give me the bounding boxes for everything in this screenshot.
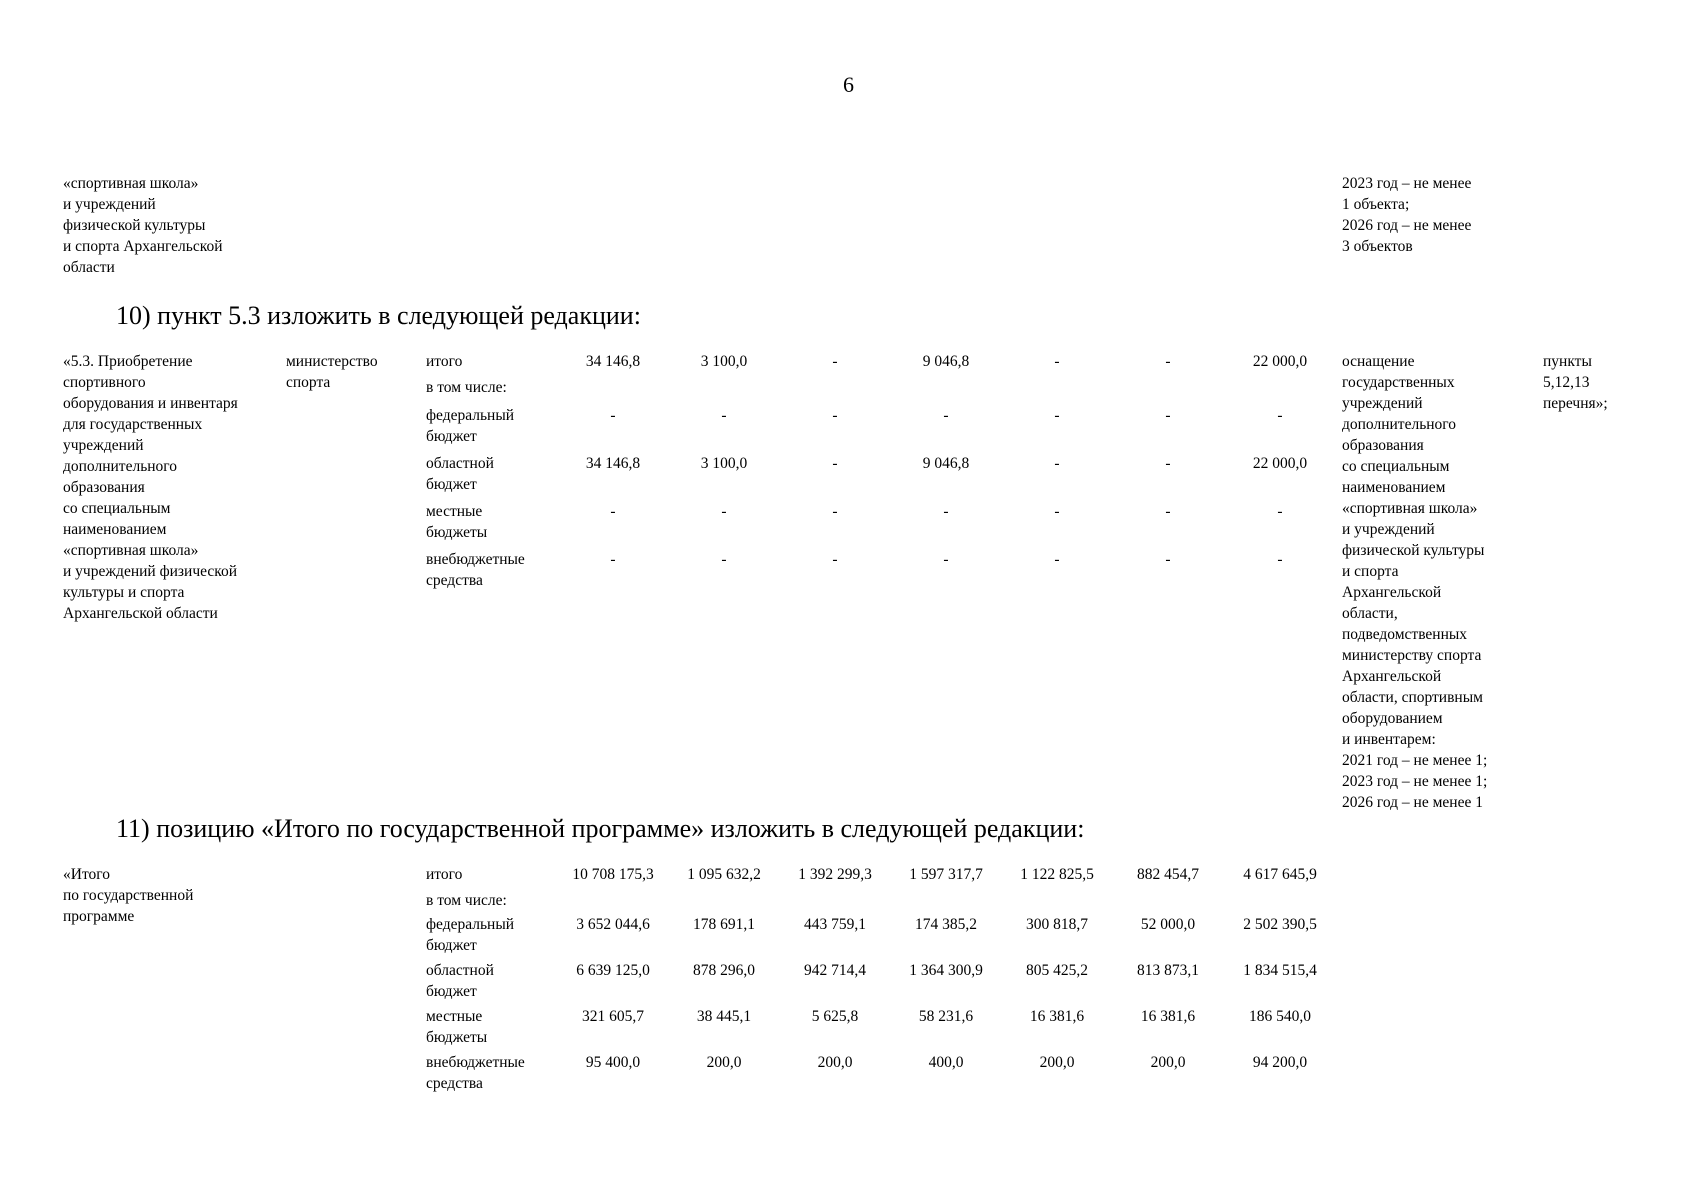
section10-heading: 10) пункт 5.3 изложить в следующей редакции: (116, 301, 641, 330)
section10-reference: пункты 5,12,13 перечня»; (1543, 353, 1608, 412)
amount-cell: 94 200,0 (1252, 1054, 1308, 1071)
amount-cell: - (832, 407, 838, 424)
section11-item-name: «Итого по государственной программе (63, 866, 194, 925)
row-label: внебюджетные средства (426, 1054, 525, 1092)
amount-cell: - (1054, 407, 1060, 424)
amount-cell: 1 834 515,4 (1243, 962, 1317, 979)
top-fragment-right: 2023 год – не менее 1 объекта; 2026 год – не менее 3 объектов (1342, 175, 1472, 255)
amount-cell: - (1165, 353, 1171, 370)
amount-cell: - (721, 503, 727, 520)
amount-cell: 1 597 317,7 (909, 866, 983, 883)
amount-cell: 805 425,2 (1026, 962, 1088, 979)
amount-cell: 1 392 299,3 (798, 866, 872, 883)
section10-item-name: «5.3. Приобретение спортивного оборудования и инвентаря для государственных учреждений дополнительного образования со специальным наименованием «спортивная школа» и учреждений физической культуры и спорта Архангельской области (63, 353, 238, 622)
amount-cell: 16 381,6 (1029, 1008, 1085, 1025)
page-number: 6 (843, 72, 854, 97)
amount-cell: 174 385,2 (915, 916, 977, 933)
amount-cell: - (832, 353, 838, 370)
amount-cell: 22 000,0 (1252, 455, 1308, 472)
amount-cell: 1 122 825,5 (1020, 866, 1094, 883)
amount-cell: - (943, 503, 949, 520)
section10-rows (426, 351, 1326, 601)
amount-cell: 200,0 (706, 1054, 742, 1071)
amount-cell: 813 873,1 (1137, 962, 1199, 979)
amount-cell: 443 759,1 (804, 916, 866, 933)
section11-rows (426, 864, 1346, 1114)
row-label: областной бюджет (426, 455, 494, 493)
amount-cell: 58 231,6 (918, 1008, 974, 1025)
amount-cell: - (1054, 455, 1060, 472)
amount-cell: 95 400,0 (585, 1054, 641, 1071)
amount-cell: - (1054, 551, 1060, 568)
amount-cell: 300 818,7 (1026, 916, 1088, 933)
amount-cell: 1 364 300,9 (909, 962, 983, 979)
amount-cell: 321 605,7 (582, 1008, 644, 1025)
amount-cell: - (1054, 503, 1060, 520)
amount-cell: - (610, 551, 616, 568)
row-label: федеральный бюджет (426, 916, 515, 954)
amount-cell: 6 639 125,0 (576, 962, 650, 979)
amount-cell: - (721, 407, 727, 424)
amount-cell: 3 652 044,6 (576, 916, 650, 933)
amount-cell: - (1277, 407, 1283, 424)
top-fragment-left: «спортивная школа» и учреждений физической культуры и спорта Архангельской области (63, 175, 223, 276)
amount-cell: - (1165, 455, 1171, 472)
amount-cell: 2 502 390,5 (1243, 916, 1317, 933)
amount-cell: 5 625,8 (811, 1008, 859, 1025)
amount-cell: 22 000,0 (1252, 353, 1308, 370)
row-label: итого (426, 353, 463, 370)
row-label: в том числе: (426, 892, 507, 909)
amount-cell: 34 146,8 (585, 455, 641, 472)
amount-cell: - (1165, 503, 1171, 520)
amount-cell: - (1165, 551, 1171, 568)
amount-cell: 16 381,6 (1140, 1008, 1196, 1025)
amount-cell: - (943, 551, 949, 568)
amount-cell: 3 100,0 (700, 455, 748, 472)
amount-cell: - (721, 551, 727, 568)
amount-cell: 9 046,8 (922, 353, 970, 370)
amount-cell: - (1277, 503, 1283, 520)
row-label: областной бюджет (426, 962, 494, 1000)
amount-cell: 942 714,4 (804, 962, 866, 979)
amount-cell: 1 095 632,2 (687, 866, 761, 883)
row-label: местные бюджеты (426, 503, 488, 541)
amount-cell: - (832, 551, 838, 568)
amount-cell: 200,0 (1039, 1054, 1075, 1071)
amount-cell: - (1165, 407, 1171, 424)
section10-executor: министерство спорта (286, 353, 378, 391)
section10-result: оснащение государственных учреждений дополнительного образования со специальным наименованием «спортивная школа» и учреждений физической культуры и спорта Архангельской области, подведомственных министерству спорта Архангельской области, спортивным оборудованием и инвентарем: 2021 год – не менее 1; 2023 год – не менее 1; 2026 год – не менее 1 (1342, 353, 1488, 811)
amount-cell: 178 691,1 (693, 916, 755, 933)
amount-cell: 34 146,8 (585, 353, 641, 370)
section11-heading: 11) позицию «Итого по государственной программе» изложить в следующей редакции: (116, 814, 1085, 843)
amount-cell: 10 708 175,3 (572, 866, 654, 883)
amount-cell: 4 617 645,9 (1243, 866, 1317, 883)
amount-cell: 38 445,1 (696, 1008, 752, 1025)
amount-cell: 200,0 (817, 1054, 853, 1071)
amount-cell: 882 454,7 (1137, 866, 1199, 883)
amount-cell: - (610, 407, 616, 424)
amount-cell: - (832, 503, 838, 520)
amount-cell: 400,0 (928, 1054, 964, 1071)
amount-cell: - (832, 455, 838, 472)
amount-cell: 52 000,0 (1140, 916, 1196, 933)
amount-cell: 9 046,8 (922, 455, 970, 472)
amount-cell: - (1277, 551, 1283, 568)
amount-cell: - (943, 407, 949, 424)
amount-cell: 200,0 (1150, 1054, 1186, 1071)
amount-cell: - (1054, 353, 1060, 370)
row-label: местные бюджеты (426, 1008, 488, 1046)
amount-cell: - (610, 503, 616, 520)
row-label: федеральный бюджет (426, 407, 515, 445)
row-label: итого (426, 866, 463, 883)
row-label: в том числе: (426, 379, 507, 396)
amount-cell: 3 100,0 (700, 353, 748, 370)
amount-cell: 186 540,0 (1249, 1008, 1311, 1025)
amount-cell: 878 296,0 (693, 962, 755, 979)
row-label: внебюджетные средства (426, 551, 525, 589)
